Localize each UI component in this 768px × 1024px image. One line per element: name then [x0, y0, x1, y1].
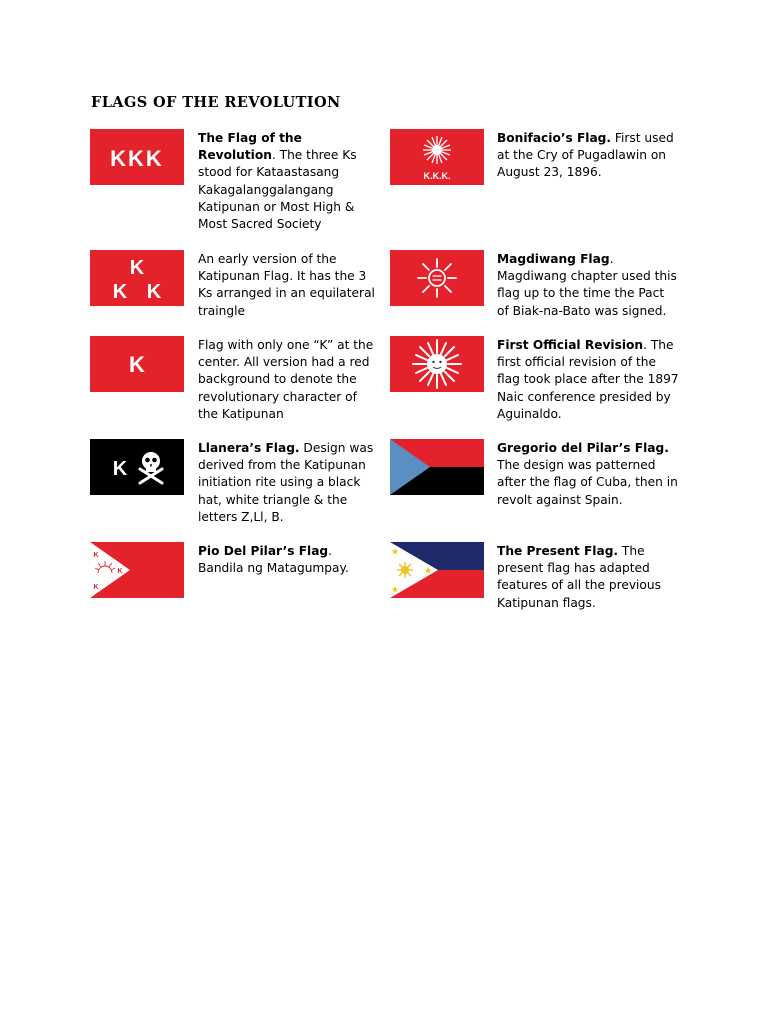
llanera-flag-image [90, 439, 184, 495]
flag-caption: The Present Flag. The present flag has adapted features of all the previous Katipunan flags. [497, 544, 661, 610]
single-k-flag-image [90, 336, 184, 392]
svg-text:K: K [129, 257, 145, 279]
bonifacio-flag-image [390, 129, 484, 185]
flag-caption: Llanera’s Flag. Design was derived from the Katipunan initiation rite using a black hat, white triangle & the letters Z,Ll, B. [198, 441, 374, 524]
flag-caption: Gregorio del Pilar’s Flag. The design was patterned after the flag of Cuba, then in revolt against Spain. [497, 441, 678, 507]
flag-letters: KKK [110, 146, 164, 171]
flag-letters: K [112, 458, 128, 480]
kkk-flag-image [90, 129, 184, 185]
pio-del-pilar-flag-image [90, 542, 184, 598]
svg-text:K: K [112, 281, 128, 303]
flag-letters: K.K.K. [423, 171, 451, 181]
svg-text:K: K [93, 584, 99, 591]
flag-caption: First Official Revision. The first official revision of the flag took place after the 1897 Naic conference presided by Aguinaldo. [497, 338, 679, 421]
flag-caption: Magdiwang Flag. Magdiwang chapter used this flag up to the time the Pact of Biak-na-Bato was signed. [497, 252, 677, 318]
flag-letters: K [129, 352, 145, 377]
svg-text:K: K [93, 552, 99, 559]
magdiwang-flag-image [390, 250, 484, 306]
page-title: FLAGS OF THE REVOLUTION [91, 94, 341, 111]
svg-text:K: K [117, 568, 123, 575]
svg-text:K: K [146, 281, 162, 303]
first-official-revision-flag-image [390, 336, 484, 392]
gregorio-del-pilar-flag-image [390, 439, 484, 495]
kkk-triangle-flag-image [90, 250, 184, 306]
flag-caption: Bonifacio’s Flag. First used at the Cry of Pugadlawin on August 23, 1896. [497, 131, 674, 180]
flag-caption: The Flag of the Revolution. The three Ks stood for Kataastasang Kakagalanggalangang Katipunan or Most High & Most Sacred Society [198, 131, 357, 232]
flag-caption: Pio Del Pilar’s Flag. Bandila ng Matagumpay. [198, 544, 349, 576]
flag-caption: An early version of the Katipunan Flag. It has the 3 Ks arranged in an equilateral traingle [198, 252, 375, 318]
present-philippine-flag-image [390, 542, 484, 598]
flag-caption: Flag with only one “K” at the center. All version had a red background to denote the revolutionary character of the Katipunan [198, 338, 374, 421]
